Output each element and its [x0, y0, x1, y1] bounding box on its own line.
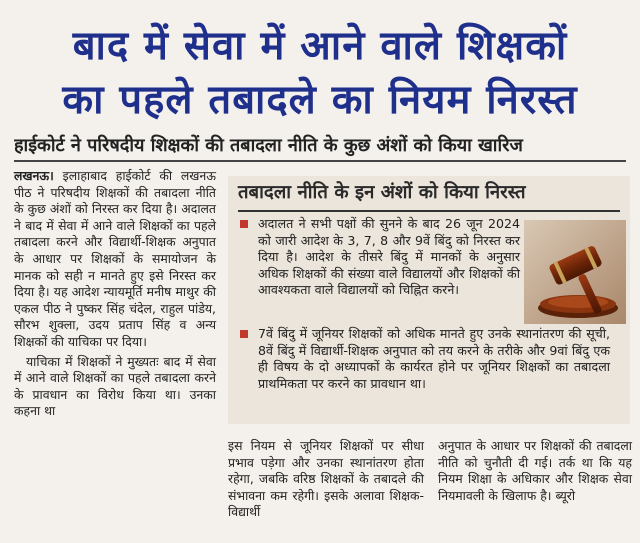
right-column: अनुपात के आधार पर शिक्षकों की तबादला नीति को चुनौती दी गई। तर्क था कि यह नियम शिक्षा के अधिकार और शिक्षक सेवा नियमावली के खिलाफ है। ब्यूरो: [438, 438, 632, 503]
left-para-1-text: इलाहाबाद हाईकोर्ट की लखनऊ पीठ ने परिषदीय शिक्षकों की तबादला नीति के कुछ अंशों को निरस्त कर दिया है। अदालत ने बाद में सेवा में आने वाले शिक्षकों का पहले तबादला करने और विद्यार्थी-शिक्षक अनुपात के आधार पर शिक्षकों के समायोजन के मानक को सही न मानते हुए इसे निरस्त कर दिया है। यह आदेश न्यायमूर्ति मनीष माथुर की एकल पीठ ने पुष्कर सिंह चंदेल, राहुल पांडेय, सौरभ शुक्ला, उदय प्रताप सिंह व अन्य शिक्षकों की याचिका पर दिया।: [14, 168, 216, 349]
left-column: [14, 168, 216, 420]
box-title: तबादला नीति के इन अंशों को किया निरस्त: [238, 182, 526, 203]
headline-line-2: का पहले तबादले का नियम निरस्त: [62, 77, 578, 123]
left-para-1: [14, 168, 216, 351]
headline-line-1: बाद में सेवा में आने वाले शिक्षकों: [72, 23, 568, 69]
subheadline-divider: [14, 160, 626, 162]
box-bullet-1: [258, 216, 520, 299]
highlight-box: [228, 176, 630, 424]
box-bullet-2: [258, 326, 610, 392]
box-divider: [238, 210, 620, 212]
bullet-square-icon: [240, 220, 248, 228]
dateline: लखनऊ।: [14, 168, 54, 183]
box-bullet-1-text: अदालत ने सभी पक्षों की सुनने के बाद 26 जून 2024 को जारी आदेश के 3, 7, 8 और 9वें बिंदु को निरस्त कर दिया है। आदेश के तीसरे बिंदु में मानकों के अनुसार अधिक शिक्षकों की संख्या वाले विद्यालयों और शिक्षकों की आवश्यकता वाले विद्यालयों को चिह्नित करने।: [258, 216, 520, 298]
subheadline: हाईकोर्ट ने परिषदीय शिक्षकों की तबादला नीति के कुछ अंशों को किया खारिज: [14, 135, 523, 156]
gavel-photo: [524, 220, 626, 324]
middle-column: इस नियम से जूनियर शिक्षकों पर सीधा प्रभाव पड़ेगा और उनका स्थानांतरण होता रहेगा, जबकि वरिष्ठ शिक्षकों के तबादले की संभावना कम रहेगी। इसके अलावा शिक्षक-विद्यार्थी: [228, 438, 424, 520]
bullet-square-icon: [240, 330, 248, 338]
box-bullet-2-text: 7वें बिंदु में जूनियर शिक्षकों को अधिक मानते हुए उनके स्थानांतरण की सूची, 8वें बिंदु में विद्यार्थी-शिक्षक अनुपात को तय करने के तरीके और 9वां बिंदु एक ही विषय के दो अध्यापकों के कार्यरत होने पर जूनियर शिक्षकों का तबादला प्राथमिकता पर करने का प्रावधान था।: [258, 326, 610, 391]
left-para-2: याचिका में शिक्षकों ने मुख्यतः बाद में सेवा में आने वाले शिक्षकों का पहले तबादला करने के प्रावधान का विरोध किया था। उनका कहना था: [14, 353, 216, 419]
